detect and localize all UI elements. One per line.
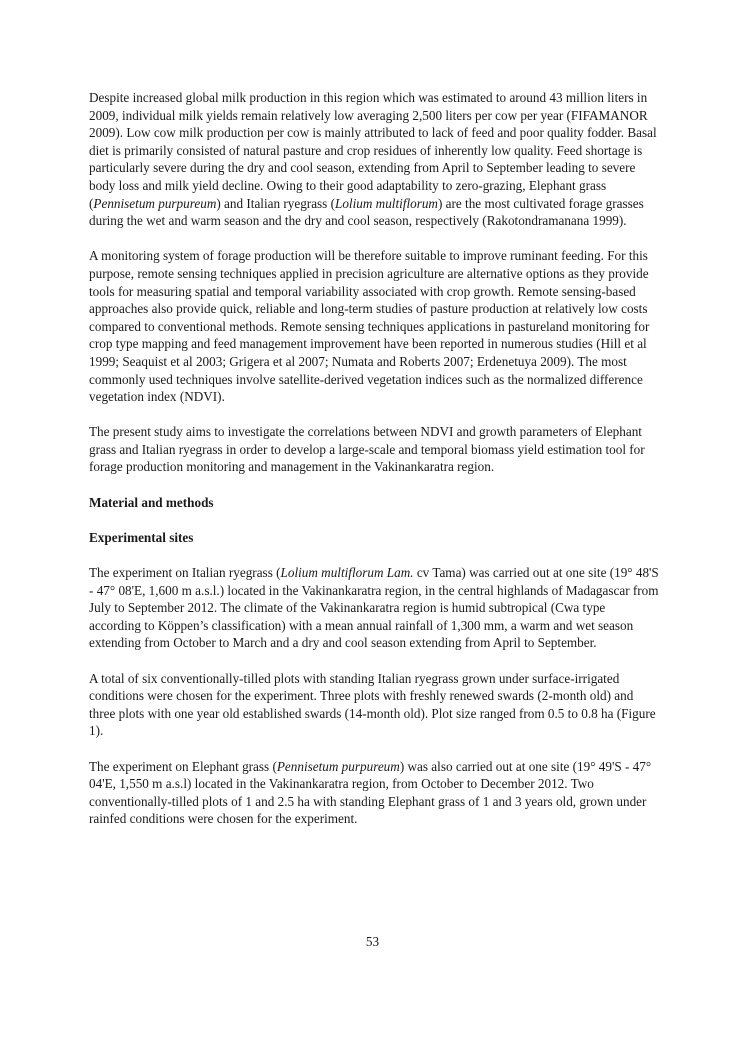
paragraph-ryegrass-experiment bbox=[89, 564, 659, 652]
text-run: Despite increased global milk production in this region which was estimated to around 43 million liters in 2009, individual milk yields remain relatively low averaging 2,500 liters per cow per year (FIFAMANOR 2009). Low cow milk production per cow is mainly attributed to lack of feed and poor quality fodder. Basal diet is primarily consisted of natural pasture and crop residues of inherently low quality. Feed shortage is particularly severe during the dry and cool season, extending from April to September leading to severe body loss and milk yield decline. Owing to their good adaptability to zero-grazing, Elephant grass ( bbox=[89, 90, 657, 211]
paragraph-plots: A total of six conventionally-tilled plots with standing Italian ryegrass grown under surface-irrigated conditions were chosen for the experiment. Three plots with freshly renewed swards (2-month old) and three plots with one year old established swards (14-month old). Plot size ranged from 0.5 to 0.8 ha (Figure 1). bbox=[89, 670, 656, 739]
species-name: Lolium multiflorum Lam. bbox=[280, 565, 414, 581]
species-name: Pennisetum purpureum bbox=[93, 195, 217, 211]
species-name: Pennisetum purpureum bbox=[276, 758, 400, 774]
paragraph-elephant-grass-experiment bbox=[89, 758, 659, 828]
text-run: The experiment on Elephant grass ( bbox=[89, 758, 277, 774]
text-run: ) are the most cultivated forage grasses during the wet and warm season and the dry and cool season, respectively (Rakotondramanana 1999). bbox=[89, 195, 644, 229]
text-run: ) was also carried out at one site (19° 49'S - 47° 04'E, 1,550 m a.s.l) located in the Vakinankaratra region, from October to December 2012. Two conventionally-tilled plots of 1 and 2.5 ha with standing Elephant grass of 1 and 3 years old, grown under rainfed conditions were chosen for the experiment. bbox=[89, 758, 652, 827]
paragraph-study-aim: The present study aims to investigate the correlations between NDVI and growth parameters of Elephant grass and Italian ryegrass in order to develop a large-scale and temporal biomass yield estimation tool for forage production monitoring and management in the Vakinankaratra region. bbox=[89, 424, 645, 475]
page-number: 53 bbox=[365, 934, 380, 949]
paragraph-milk-production bbox=[89, 89, 659, 230]
text-run: ) and Italian ryegrass ( bbox=[216, 195, 335, 211]
text-run: The experiment on Italian ryegrass ( bbox=[89, 565, 281, 581]
document-page bbox=[89, 89, 659, 846]
heading-material-and-methods: Material and methods bbox=[89, 494, 214, 510]
species-name: Lolium multiflorum bbox=[335, 195, 438, 211]
heading-experimental-sites: Experimental sites bbox=[89, 529, 194, 545]
paragraph-remote-sensing: A monitoring system of forage production will be therefore suitable to improve ruminant feeding. For this purpose, remote sensing techniques applied in precision agriculture are alternative options as they provide tools for measuring spatial and temporal variability associated with crop growth. Remote sensing-based approaches also provide quick, reliable and long-term studies of pasture production at relatively low costs compared to conventional methods. Remote sensing techniques applications in pastureland monitoring for crop type mapping and feed management improvement have been reported in numerous studies (Hill et al 1999; Seaquist et al 2003; Grigera et al 2007; Numata and Roberts 2007; Erdenetuya 2009). The most commonly used techniques involve satellite-derived vegetation indices such as the normalized difference vegetation index (NDVI). bbox=[89, 248, 650, 405]
text-run: cv Tama) was carried out at one site (19° 48'S - 47° 08'E, 1,600 m a.s.l.) located in the Vakinankaratra region, in the central highlands of Madagascar from July to September 2012. The climate of the Vakinankaratra region is humid subtropical (Cwa type according to Köppen’s classification) with a mean annual rainfall of 1,300 mm, a warm and wet season extending from October to March and a dry and cool season extending from April to September. bbox=[89, 565, 659, 651]
